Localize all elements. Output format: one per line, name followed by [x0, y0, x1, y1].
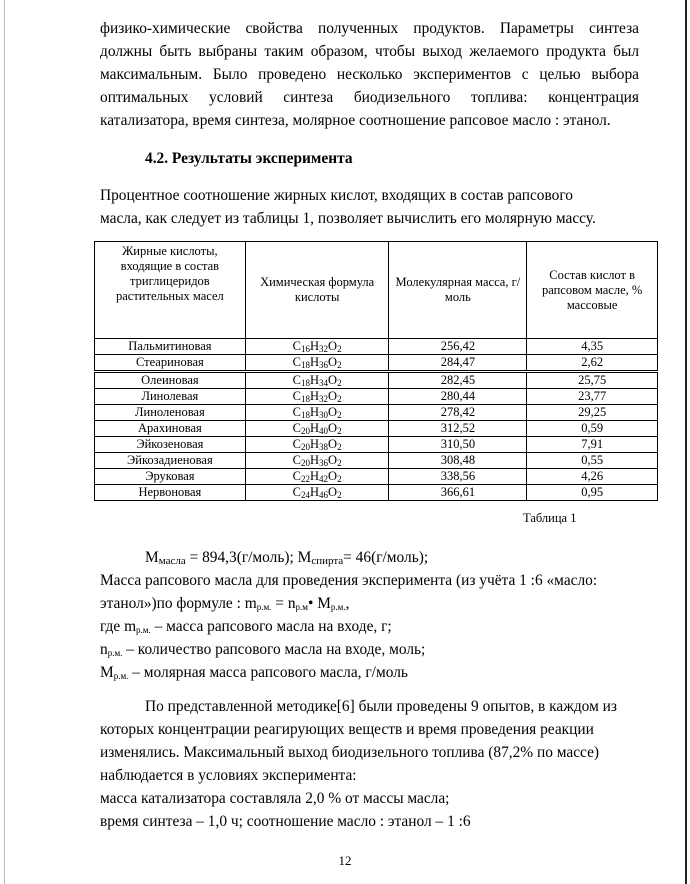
intro-line: катализатора, время синтеза, молярное соотношение рапсовое масло : этанол.: [100, 112, 611, 129]
formula-n: n: [287, 595, 296, 612]
formula-element: O: [328, 469, 338, 483]
formula-cell: [245, 339, 389, 355]
formula-element: O: [328, 453, 338, 467]
fatty-acids-table: [94, 241, 658, 501]
acid-name-cell: Стеариновая: [95, 355, 246, 372]
formula-subscript: 2: [337, 458, 342, 468]
m-alcohol-symbol: M: [297, 549, 312, 566]
formula-subscript: 2: [337, 344, 342, 354]
formula-element: C: [292, 405, 302, 419]
table-intro-line: масла, как следует из таблицы 1, позволяет вычислить его молярную массу.: [100, 210, 596, 227]
formula-subscript: 2: [337, 378, 342, 388]
acid-name-cell: Эйкозадиеновая: [95, 453, 246, 469]
table-caption: Таблица 1: [523, 511, 577, 525]
formula-subscript: 18: [301, 378, 311, 388]
intro-paragraph: [100, 17, 639, 132]
composition-cell: 0,59: [527, 421, 658, 437]
formula-subscript: 20: [301, 426, 311, 436]
m-oil-subscript: масла: [158, 555, 186, 567]
formula-element: O: [328, 339, 338, 353]
acid-name-cell: Пальмитиновая: [95, 339, 246, 355]
formula-subscript: 2: [337, 474, 342, 484]
formula-prefix: этанол»)по формуле :: [100, 595, 245, 612]
definition-M-symbol: M: [100, 664, 114, 681]
table-row: [95, 437, 658, 453]
definition-n-sub: р.м.: [107, 648, 123, 658]
header-molar-mass: Молекулярная масса, г/моль: [389, 242, 527, 339]
formula-element: O: [328, 405, 338, 419]
formula-element: C: [292, 437, 302, 451]
table-header-row: [95, 242, 658, 339]
formula-element: H: [310, 389, 320, 403]
formula-subscript: 2: [337, 360, 342, 370]
composition-cell: 4,35: [527, 339, 658, 355]
results-line: которых концентрации реагирующих веществ и время проведения реакции: [100, 721, 594, 738]
molar-mass-cell: 338,56: [389, 469, 527, 485]
formula-element: H: [310, 355, 320, 369]
formula-element: H: [310, 405, 320, 419]
formula-subscript: 20: [301, 442, 311, 452]
formula-element: O: [328, 355, 338, 369]
formula-subscript: 2: [337, 394, 342, 404]
definition-amount: [100, 638, 425, 661]
formula-cell: [245, 485, 389, 501]
m-alcohol-subscript: спирта: [311, 555, 344, 567]
acid-name-cell: Олеиновая: [95, 372, 246, 389]
formula-tail: ,: [345, 595, 350, 612]
acid-name-cell: Линоленовая: [95, 405, 246, 421]
section-heading: 4.2. Результаты эксперимента: [145, 150, 353, 167]
formula-subscript: 32: [319, 394, 329, 404]
formula-cell: [245, 453, 389, 469]
table-intro-line: Процентное соотношение жирных кислот, входящих в состав рапсового: [100, 187, 573, 204]
definition-n-symbol: n: [100, 641, 108, 658]
definition-m-sub: р.м.: [136, 625, 151, 635]
formula-cell: [245, 437, 389, 453]
molar-mass-cell: 282,45: [389, 372, 527, 389]
composition-cell: 7,91: [527, 437, 658, 453]
formula-subscript: 18: [301, 360, 311, 370]
formula-subscript: 22: [301, 474, 311, 484]
acid-name-cell: Линолевая: [95, 389, 246, 405]
formula-element: C: [292, 339, 302, 353]
formula-cell: [245, 421, 389, 437]
formula-subscript: 46: [319, 490, 329, 500]
intro-line: должны быть выбраны таким образом, чтобы выход желаемого продукта был: [100, 43, 639, 60]
formula-subscript: 16: [301, 344, 311, 354]
intro-line: оптимальных условий синтеза биодизельного топлива: концентрация: [100, 89, 639, 106]
composition-cell: 29,25: [527, 405, 658, 421]
definition-m-text: – масса рапсового масла на входе, г;: [150, 618, 392, 635]
intro-line: физико-химические свойства полученных продуктов. Параметры синтеза: [100, 20, 639, 37]
molar-masses-line: [145, 546, 428, 569]
table-row: [95, 469, 658, 485]
formula-subscript: 2: [337, 426, 342, 436]
definition-M-sub: р.м.: [113, 671, 129, 681]
definition-m-symbol: m: [124, 618, 137, 635]
table-intro-paragraph: [100, 184, 639, 230]
table-row: [95, 389, 658, 405]
molar-mass-cell: 278,42: [389, 405, 527, 421]
m-alcohol-value: = 46(г/моль);: [343, 549, 429, 566]
molar-mass-cell: 284,47: [389, 355, 527, 372]
composition-cell: 2,62: [527, 355, 658, 372]
formula-element: O: [328, 485, 338, 499]
formula-element: C: [292, 389, 302, 403]
formula-subscript: 32: [319, 344, 329, 354]
m-oil-value: = 894,3(г/моль);: [185, 549, 298, 566]
results-line: время синтеза – 1,0 ч; соотношение масло : этанол – 1 :6: [100, 813, 471, 830]
definition-mass: [100, 615, 392, 638]
composition-cell: 23,77: [527, 389, 658, 405]
formula-m-sub: р.м.: [256, 602, 272, 612]
formula-m: m: [244, 595, 257, 612]
formula-subscript: 40: [319, 426, 329, 436]
formula-element: O: [328, 389, 338, 403]
results-line: изменялись. Максимальный выход биодизельного топлива (87,2% по массе): [100, 744, 600, 761]
acid-name-cell: Эйкозеновая: [95, 437, 246, 453]
formula-cell: [245, 355, 389, 372]
results-paragraph: [100, 695, 639, 833]
table-row: [95, 372, 658, 389]
table-row: [95, 355, 658, 372]
table-row: [95, 405, 658, 421]
composition-cell: 0,95: [527, 485, 658, 501]
results-line: наблюдается в условиях эксперимента:: [100, 767, 357, 784]
formula-subscript: 42: [319, 474, 329, 484]
results-line: масса катализатора составляла 2,0 % от массы масла;: [100, 790, 450, 807]
formula-element: H: [310, 485, 320, 499]
header-formula: Химическая формула кислоты: [245, 242, 389, 339]
formula-subscript: 2: [337, 490, 342, 500]
formula-equals: =: [271, 595, 288, 612]
formula-cell: [245, 469, 389, 485]
acid-name-cell: Арахиновая: [95, 421, 246, 437]
results-line: По представленной методике[6] были проведены 9 опытов, в каждом из: [145, 698, 617, 715]
table-row: [95, 421, 658, 437]
formula-subscript: 30: [319, 410, 329, 420]
page-number: 12: [338, 853, 352, 868]
definition-M-text: – молярная масса рапсового масла, г/моль: [128, 664, 408, 681]
table-row: [95, 339, 658, 355]
molar-mass-cell: 308,48: [389, 453, 527, 469]
formula-element: C: [292, 355, 302, 369]
m-oil-symbol: M: [145, 549, 159, 566]
molar-mass-cell: 366,61: [389, 485, 527, 501]
molar-mass-cell: 256,42: [389, 339, 527, 355]
formula-element: O: [328, 373, 338, 387]
formula-element: H: [310, 437, 320, 451]
formula-element: H: [310, 421, 320, 435]
formula-subscript: 36: [319, 360, 329, 370]
formula-subscript: 2: [337, 410, 342, 420]
header-composition: Состав кислот в рапсовом масле, % массовые: [527, 242, 658, 339]
acid-name-cell: Нервоновая: [95, 485, 246, 501]
molar-mass-cell: 312,52: [389, 421, 527, 437]
formula-subscript: 34: [319, 378, 329, 388]
formula-subscript: 18: [301, 394, 311, 404]
composition-cell: 0,55: [527, 453, 658, 469]
table-row: [95, 453, 658, 469]
intro-line: максимальным. Было проведено несколько экспериментов с целью выбора: [100, 66, 639, 83]
definition-molar-mass: [100, 661, 408, 684]
formula-cell: [245, 405, 389, 421]
formula-element: H: [310, 373, 320, 387]
composition-cell: 4,26: [527, 469, 658, 485]
definition-n-text: – количество рапсового масла на входе, моль;: [122, 641, 426, 658]
formula-element: C: [292, 453, 302, 467]
formula-n-sub: р.м: [295, 602, 308, 612]
composition-cell: 25,75: [527, 372, 658, 389]
table-row: [95, 485, 658, 501]
formula-subscript: 20: [301, 458, 311, 468]
formula-cell: [245, 389, 389, 405]
formula-element: C: [292, 469, 302, 483]
formula-element: H: [310, 453, 320, 467]
header-acids: Жирные кислоты, входящие в состав триглицеридов растительных масел: [95, 242, 246, 339]
formula-subscript: 24: [301, 490, 311, 500]
formula-dot: •: [307, 595, 318, 612]
formula-M-sub: р.м.: [330, 602, 346, 612]
acid-name-cell: Эруковая: [95, 469, 246, 485]
formula-M: M: [317, 595, 331, 612]
formula-line: [100, 592, 349, 615]
formula-element: C: [292, 485, 302, 499]
formula-subscript: 38: [319, 442, 329, 452]
formula-subscript: 36: [319, 458, 329, 468]
formula-cell: [245, 372, 389, 389]
formula-element: O: [328, 437, 338, 451]
formula-element: O: [328, 421, 338, 435]
formula-element: H: [310, 469, 320, 483]
formula-subscript: 18: [301, 410, 311, 420]
formula-intro-line: Масса рапсового масла для проведения эксперимента (из учёта 1 :6 «масло:: [100, 572, 598, 589]
formula-subscript: 2: [337, 442, 342, 452]
molar-mass-cell: 310,50: [389, 437, 527, 453]
definition-prefix: где: [100, 618, 125, 635]
formula-element: C: [292, 373, 302, 387]
molar-mass-cell: 280,44: [389, 389, 527, 405]
formula-element: H: [310, 339, 320, 353]
formula-element: C: [292, 421, 302, 435]
